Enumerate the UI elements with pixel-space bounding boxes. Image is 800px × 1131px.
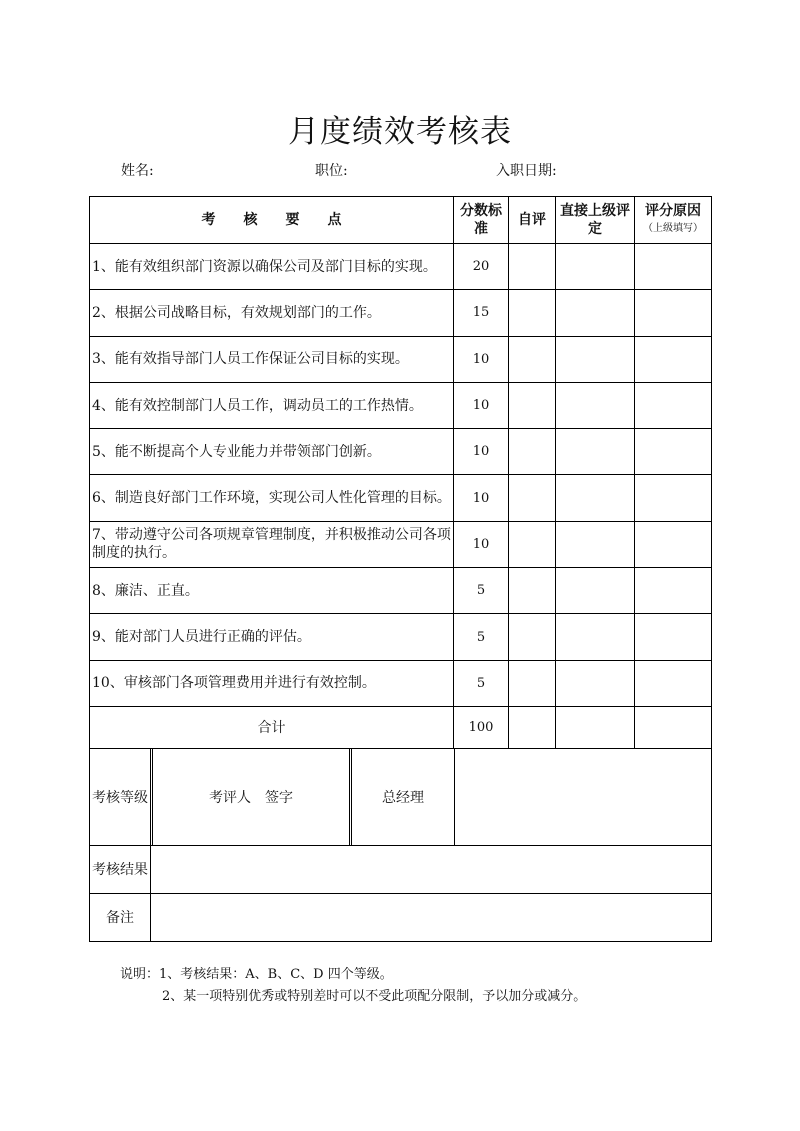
total-reason-cell[interactable] bbox=[635, 706, 712, 748]
item-text: 4、能有效控制部门人员工作，调动员工的工作热情。 bbox=[90, 382, 454, 428]
table-row bbox=[90, 382, 712, 428]
self-eval-cell[interactable] bbox=[509, 382, 556, 428]
grade-row bbox=[90, 748, 712, 845]
item-score: 5 bbox=[454, 568, 509, 614]
self-eval-cell[interactable] bbox=[509, 521, 556, 567]
item-score: 5 bbox=[454, 614, 509, 660]
header-score-standard bbox=[454, 197, 509, 244]
superior-eval-cell[interactable] bbox=[556, 290, 635, 336]
item-text: 9、能对部门人员进行正确的评估。 bbox=[90, 614, 454, 660]
table-row bbox=[90, 521, 712, 567]
self-eval-cell[interactable] bbox=[509, 244, 556, 290]
remarks-row bbox=[90, 893, 712, 941]
header-reason-label: 评分原因 bbox=[645, 203, 701, 219]
item-score: 10 bbox=[454, 475, 509, 521]
reason-cell[interactable] bbox=[635, 568, 712, 614]
table-row bbox=[90, 614, 712, 660]
item-text: 10、审核部门各项管理费用并进行有效控制。 bbox=[90, 660, 454, 706]
table-row bbox=[90, 429, 712, 475]
self-eval-cell[interactable] bbox=[509, 568, 556, 614]
item-text: 8、廉洁、正直。 bbox=[90, 568, 454, 614]
grade-cell bbox=[90, 748, 712, 845]
reason-cell[interactable] bbox=[635, 475, 712, 521]
signer-label: 考评人 签字 bbox=[150, 749, 349, 845]
header-items: 考 核 要 点 bbox=[90, 197, 454, 244]
self-eval-cell[interactable] bbox=[509, 336, 556, 382]
self-eval-cell[interactable] bbox=[509, 290, 556, 336]
superior-eval-cell[interactable] bbox=[556, 244, 635, 290]
header-self-eval: 自评 bbox=[509, 197, 556, 244]
reason-cell[interactable] bbox=[635, 429, 712, 475]
item-score: 10 bbox=[454, 382, 509, 428]
reason-cell[interactable] bbox=[635, 614, 712, 660]
superior-eval-cell[interactable] bbox=[556, 429, 635, 475]
hire-date-label: 入职日期: bbox=[496, 163, 557, 179]
table-row bbox=[90, 475, 712, 521]
superior-eval-cell[interactable] bbox=[556, 521, 635, 567]
result-cell bbox=[90, 845, 712, 893]
page-title: 月度绩效考核表 bbox=[288, 114, 512, 150]
name-label: 姓名: bbox=[121, 163, 154, 179]
table-header-row bbox=[90, 197, 712, 244]
total-score: 100 bbox=[454, 706, 509, 748]
remarks-field[interactable] bbox=[151, 894, 711, 941]
result-row bbox=[90, 845, 712, 893]
item-text: 6、制造良好部门工作环境，实现公司人性化管理的目标。 bbox=[90, 475, 454, 521]
table-row bbox=[90, 660, 712, 706]
total-superior-eval-cell[interactable] bbox=[556, 706, 635, 748]
header-superior-eval: 直接上级评定 bbox=[556, 197, 635, 244]
reason-cell[interactable] bbox=[635, 244, 712, 290]
self-eval-cell[interactable] bbox=[509, 475, 556, 521]
header-reason bbox=[635, 197, 712, 244]
evaluation-table bbox=[89, 196, 712, 942]
self-eval-cell[interactable] bbox=[509, 614, 556, 660]
table-row bbox=[90, 568, 712, 614]
note-line-1: 说明：1、考核结果：A、B、C、D 四个等级。 bbox=[120, 967, 393, 982]
item-text: 2、根据公司战略目标，有效规划部门的工作。 bbox=[90, 290, 454, 336]
reason-cell[interactable] bbox=[635, 382, 712, 428]
self-eval-cell[interactable] bbox=[509, 660, 556, 706]
reason-cell[interactable] bbox=[635, 660, 712, 706]
item-score: 5 bbox=[454, 660, 509, 706]
item-score: 10 bbox=[454, 521, 509, 567]
table-row bbox=[90, 290, 712, 336]
total-self-eval-cell[interactable] bbox=[509, 706, 556, 748]
reason-cell[interactable] bbox=[635, 336, 712, 382]
manager-label: 总经理 bbox=[349, 749, 455, 845]
result-field[interactable] bbox=[151, 846, 711, 893]
item-score: 10 bbox=[454, 336, 509, 382]
self-eval-cell[interactable] bbox=[509, 429, 556, 475]
item-text: 5、能不断提高个人专业能力并带领部门创新。 bbox=[90, 429, 454, 475]
item-score: 20 bbox=[454, 244, 509, 290]
superior-eval-cell[interactable] bbox=[556, 568, 635, 614]
superior-eval-cell[interactable] bbox=[556, 475, 635, 521]
remarks-cell bbox=[90, 893, 712, 941]
header-reason-note: （上级填写） bbox=[643, 223, 703, 234]
reason-cell[interactable] bbox=[635, 521, 712, 567]
superior-eval-cell[interactable] bbox=[556, 614, 635, 660]
table-row bbox=[90, 336, 712, 382]
manager-signature-field[interactable] bbox=[455, 749, 711, 845]
superior-eval-cell[interactable] bbox=[556, 660, 635, 706]
item-score: 10 bbox=[454, 429, 509, 475]
grade-label: 考核等级 bbox=[92, 789, 148, 806]
superior-eval-cell[interactable] bbox=[556, 336, 635, 382]
total-row bbox=[90, 706, 712, 748]
table-row bbox=[90, 244, 712, 290]
total-label: 合计 bbox=[90, 706, 454, 748]
notes bbox=[120, 964, 586, 1008]
item-score: 15 bbox=[454, 290, 509, 336]
position-label: 职位: bbox=[315, 163, 348, 179]
item-text: 1、能有效组织部门资源以确保公司及部门目标的实现。 bbox=[90, 244, 454, 290]
reason-cell[interactable] bbox=[635, 290, 712, 336]
header-score-standard-label: 分数标准 bbox=[460, 203, 502, 237]
item-text: 3、能有效指导部门人员工作保证公司目标的实现。 bbox=[90, 336, 454, 382]
remarks-label: 备注 bbox=[90, 894, 151, 941]
item-text: 7、带动遵守公司各项规章管理制度，并积极推动公司各项制度的执行。 bbox=[90, 521, 454, 567]
note-line-2: 2、某一项特别优秀或特别差时可以不受此项配分限制，予以加分或减分。 bbox=[162, 989, 587, 1004]
result-label: 考核结果 bbox=[90, 846, 151, 893]
superior-eval-cell[interactable] bbox=[556, 382, 635, 428]
